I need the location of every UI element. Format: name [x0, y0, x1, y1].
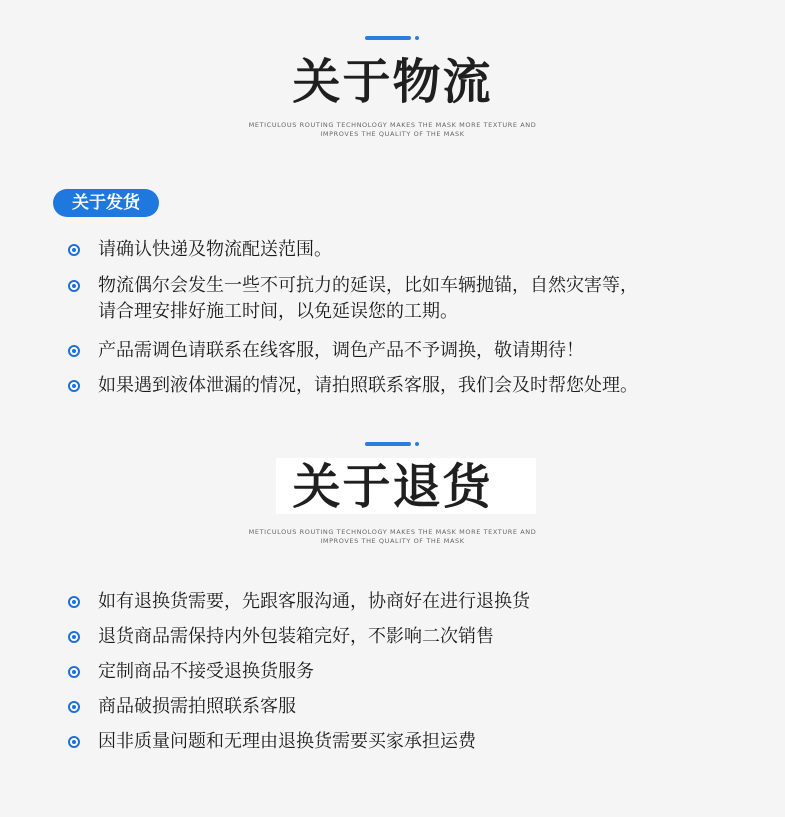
list-item: 定制商品不接受退换货服务: [98, 661, 314, 682]
circle-dot-icon: [68, 666, 80, 678]
circle-dot-icon: [68, 280, 80, 292]
logistics-title: 关于物流: [292, 54, 493, 110]
list-item: 因非质量问题和无理由退换货需要买家承担运费: [98, 731, 476, 752]
circle-dot-icon: [68, 380, 80, 392]
circle-dot-icon: [68, 736, 80, 748]
list-item: 如果遇到液体泄漏的情况，请拍照联系客服，我们会及时帮您处理。: [98, 375, 638, 396]
logistics-subtitle-en-2: IMPROVES THE QUALITY OF THE MASK: [320, 130, 465, 138]
returns-title: 关于退货: [292, 459, 493, 515]
circle-dot-icon: [68, 244, 80, 256]
logistics-subtitle-en-1: METICULOUS ROUTING TECHNOLOGY MAKES THE MASK MORE TEXTURE AND: [248, 121, 537, 129]
circle-dot-icon: [68, 345, 80, 357]
divider-bar: [365, 442, 411, 446]
list-item: 物流偶尔会发生一些不可抗力的延误，比如车辆抛锚，自然灾害等，: [98, 275, 638, 296]
list-item: 商品破损需拍照联系客服: [98, 696, 296, 717]
list-item: 如有退换货需要，先跟客服沟通，协商好在进行退换货: [98, 591, 530, 612]
divider-bar: [365, 36, 411, 40]
list-item-continuation: 请合理安排好施工时间，以免延误您的工期。: [98, 301, 458, 322]
shipping-badge: 关于发货: [53, 189, 159, 217]
list-item: 请确认快递及物流配送范围。: [98, 239, 332, 260]
circle-dot-icon: [68, 701, 80, 713]
returns-subtitle-en-1: METICULOUS ROUTING TECHNOLOGY MAKES THE MASK MORE TEXTURE AND: [248, 528, 537, 536]
list-item: 退货商品需保持内外包装箱完好，不影响二次销售: [98, 626, 494, 647]
bar-dot-divider-icon: [365, 442, 421, 446]
list-item: 产品需调色请联系在线客服，调色产品不予调换，敬请期待！: [98, 340, 584, 361]
divider-dot: [415, 442, 419, 446]
circle-dot-icon: [68, 596, 80, 608]
circle-dot-icon: [68, 631, 80, 643]
divider-dot: [415, 36, 419, 40]
returns-subtitle-en-2: IMPROVES THE QUALITY OF THE MASK: [320, 537, 465, 545]
bar-dot-divider-icon: [365, 36, 421, 40]
